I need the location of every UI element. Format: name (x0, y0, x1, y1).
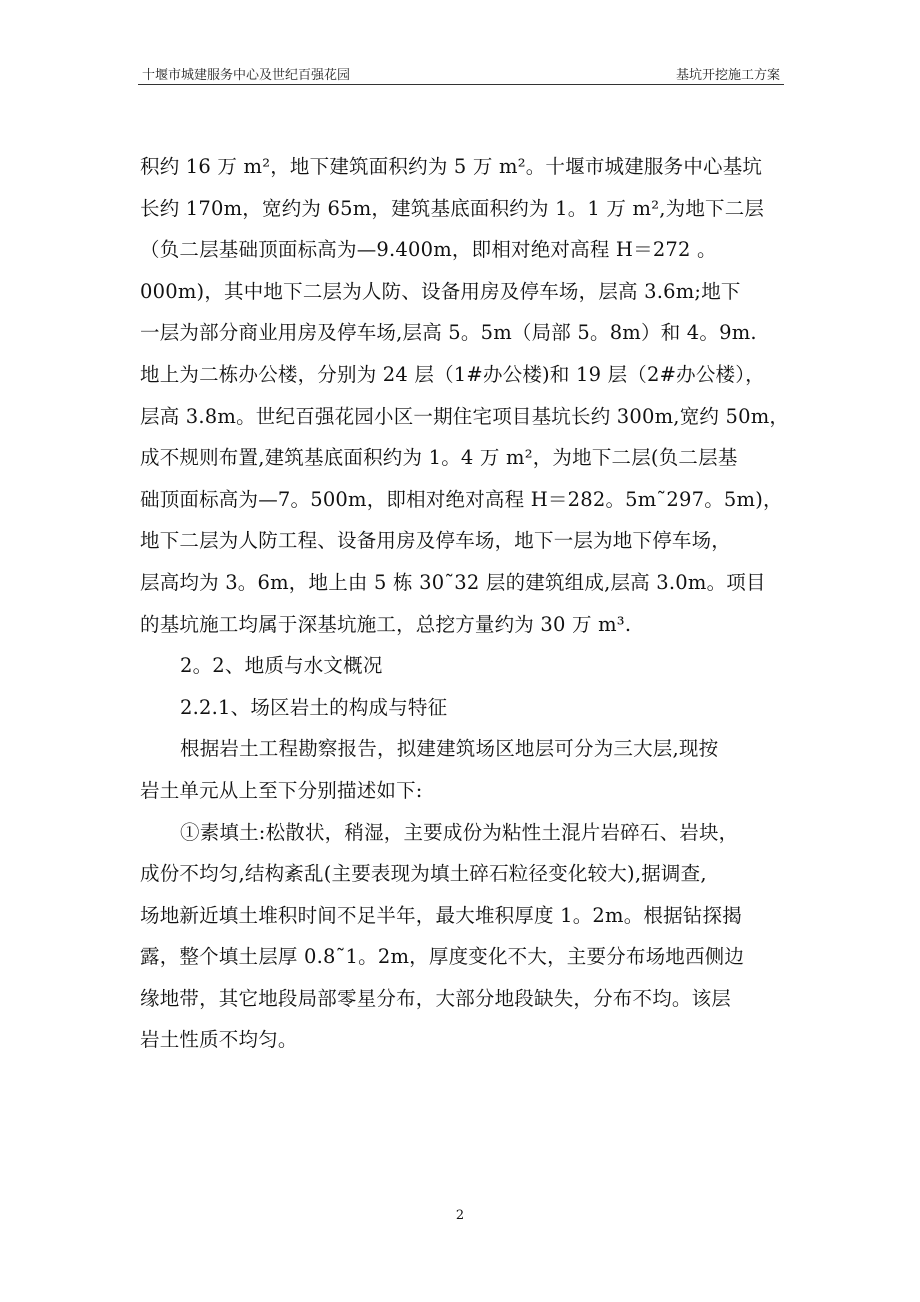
header-project-name: 十堰市城建服务中心及世纪百强花园 (142, 68, 351, 83)
section-heading: 2。2、地质与水文概况 (180, 654, 383, 678)
body-line: ①素填土:松散状，稍湿，主要成份为粘性土混片岩碎石、岩块， (180, 820, 739, 844)
header-document-title: 基坑开挖施工方案 (675, 68, 780, 83)
body-line: 成不规则布置,建筑基底面积约为 1。4 万 m²，为地下二层(负二层基 (140, 446, 738, 470)
body-line: 000m)，其中地下二层为人防、设备用房及停车场，层高 3.6m;地下 (140, 279, 741, 303)
body-line: 地下二层为人防工程、设备用房及停车场，地下一层为地下停车场， (140, 529, 732, 553)
body-line: （负二层基础顶面标高为—9.400m，即相对绝对高程 H＝272 。 (140, 238, 717, 262)
body-line: 成份不均匀,结构紊乱(主要表现为填土碎石粒径变化较大),据调查, (140, 862, 707, 886)
body-line: 积约 16 万 m²，地下建筑面积约为 5 万 m²。十堰市城建服务中心基坑 (140, 155, 763, 178)
body-line: 长约 170m，宽约为 65m，建筑基底面积约为 1。1 万 m²,为地下二层 (140, 196, 765, 220)
body-text (140, 146, 790, 1061)
body-line: 岩土性质不均匀。 (140, 1028, 298, 1052)
header-divider (138, 84, 784, 85)
body-line: 层高 3.8m。世纪百强花园小区一期住宅项目基坑长约 300m,宽约 50m， (140, 404, 790, 428)
body-line: 础顶面标高为—7。500m，即相对绝对高程 H＝282。5m˜297。5m)， (140, 487, 783, 511)
body-line: 地上为二栋办公楼，分别为 24 层（1#办公楼)和 19 层（2#办公楼）， (140, 362, 765, 386)
body-line: 缘地带，其它地段局部零星分布，大部分地段缺失，分布不均。该层 (140, 986, 732, 1010)
subsection-heading: 2.2.1、场区岩土的构成与特征 (180, 695, 448, 719)
page-number: 2 (455, 1208, 465, 1223)
body-line: 一层为部分商业用房及停车场,层高 5。5m（局部 5。8m）和 4。9m. (140, 321, 757, 345)
body-line: 层高均为 3。6m，地上由 5 栋 30˜32 层的建筑组成,层高 3.0m。项目 (140, 570, 766, 594)
page-header (138, 64, 784, 86)
body-line: 的基坑施工均属于深基坑施工，总挖方量约为 30 万 m³. (140, 612, 632, 636)
body-line: 岩土单元从上至下分别描述如下: (140, 778, 423, 802)
body-line: 根据岩土工程勘察报告，拟建建筑场区地层可分为三大层,现按 (180, 737, 719, 761)
body-line: 露，整个填土层厚 0.8˜1。2m，厚度变化不大，主要分布场地西侧边 (140, 945, 745, 969)
body-line: 场地新近填土堆积时间不足半年，最大堆积厚度 1。2m。根据钻探揭 (140, 903, 742, 927)
